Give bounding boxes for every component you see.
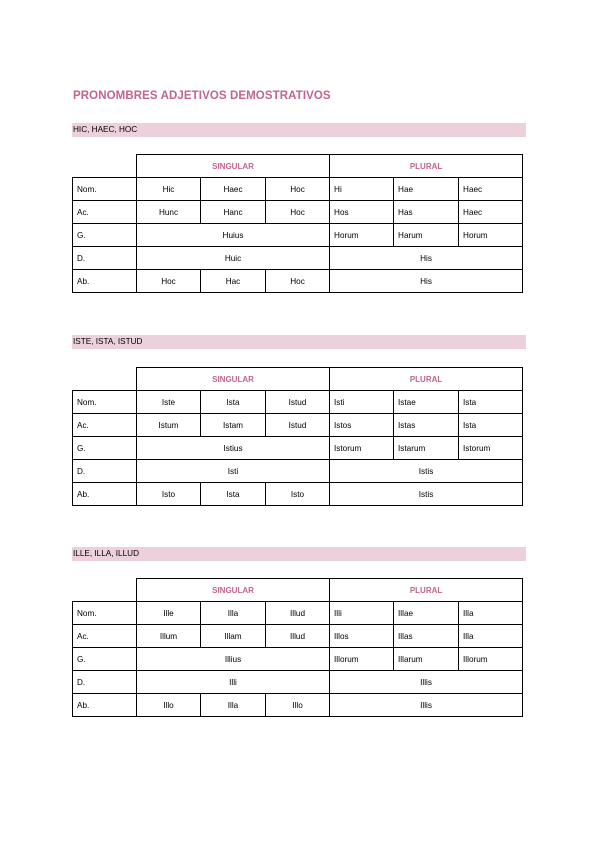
table-row	[73, 201, 523, 224]
plural-form: His	[330, 270, 523, 293]
plural-form: Illorum	[459, 648, 523, 671]
singular-form: Illo	[137, 694, 201, 717]
singular-form: Istud	[266, 391, 330, 414]
case-label: Ab.	[73, 270, 137, 293]
plural-form: Hos	[330, 201, 394, 224]
singular-form: Hoc	[137, 270, 201, 293]
singular-form: Illi	[137, 671, 330, 694]
plural-form: Haec	[459, 201, 523, 224]
plural-form: Illa	[459, 625, 523, 648]
singular-form: Hoc	[266, 178, 330, 201]
plural-form: Illarum	[394, 648, 459, 671]
plural-form: Hae	[394, 178, 459, 201]
singular-form: Hanc	[201, 201, 266, 224]
section-header: HIC, HAEC, HOC	[72, 123, 526, 137]
case-label: Nom.	[73, 391, 137, 414]
plural-form: Horum	[330, 224, 394, 247]
table-row	[73, 625, 523, 648]
table-row	[73, 178, 523, 201]
singular-form: Hoc	[266, 201, 330, 224]
plural-header: PLURAL	[330, 579, 523, 602]
section-header: ISTE, ISTA, ISTUD	[72, 335, 526, 349]
singular-form: Illius	[137, 648, 330, 671]
singular-form: Ista	[201, 483, 266, 506]
plural-form: Istas	[394, 414, 459, 437]
plural-form: Illi	[330, 602, 394, 625]
plural-form: Ista	[459, 414, 523, 437]
singular-form: Hic	[137, 178, 201, 201]
singular-form: Iste	[137, 391, 201, 414]
table-row	[73, 694, 523, 717]
corner-cell	[73, 579, 137, 602]
declension-table	[72, 367, 523, 506]
singular-form: Ille	[137, 602, 201, 625]
plural-form: Haec	[459, 178, 523, 201]
singular-form: Istius	[137, 437, 330, 460]
page-title: PRONOMBRES ADJETIVOS DEMOSTRATIVOS	[73, 90, 331, 102]
plural-form: Hi	[330, 178, 394, 201]
singular-form: Haec	[201, 178, 266, 201]
singular-header: SINGULAR	[137, 579, 330, 602]
case-label: D.	[73, 671, 137, 694]
table-row	[73, 460, 523, 483]
singular-form: Illo	[266, 694, 330, 717]
section-header: ILLE, ILLA, ILLUD	[72, 547, 526, 561]
table-row	[73, 483, 523, 506]
singular-form: Illud	[266, 625, 330, 648]
table-row	[73, 270, 523, 293]
corner-cell	[73, 368, 137, 391]
singular-form: Isti	[137, 460, 330, 483]
plural-form: Istos	[330, 414, 394, 437]
plural-header: PLURAL	[330, 368, 523, 391]
plural-form: Istorum	[330, 437, 394, 460]
case-label: D.	[73, 460, 137, 483]
case-label: Ab.	[73, 694, 137, 717]
case-label: G.	[73, 437, 137, 460]
singular-form: Hac	[201, 270, 266, 293]
plural-form: Istarum	[394, 437, 459, 460]
plural-form: Horum	[459, 224, 523, 247]
plural-form: Istis	[330, 460, 523, 483]
plural-form: Illos	[330, 625, 394, 648]
singular-form: Huic	[137, 247, 330, 270]
table-row	[73, 247, 523, 270]
singular-form: Huius	[137, 224, 330, 247]
table-row	[73, 224, 523, 247]
plural-header: PLURAL	[330, 155, 523, 178]
plural-form: Istae	[394, 391, 459, 414]
case-label: Ab.	[73, 483, 137, 506]
plural-form: Illis	[330, 671, 523, 694]
plural-form: Illae	[394, 602, 459, 625]
plural-form: Ista	[459, 391, 523, 414]
singular-form: Illud	[266, 602, 330, 625]
singular-form: Illa	[201, 694, 266, 717]
case-label: Nom.	[73, 178, 137, 201]
singular-form: Illum	[137, 625, 201, 648]
table-row	[73, 414, 523, 437]
table-row	[73, 602, 523, 625]
declension-table	[72, 154, 523, 293]
case-label: D.	[73, 247, 137, 270]
singular-form: Isto	[137, 483, 201, 506]
singular-form: Istum	[137, 414, 201, 437]
singular-form: Hunc	[137, 201, 201, 224]
singular-header: SINGULAR	[137, 368, 330, 391]
singular-form: Illa	[201, 602, 266, 625]
plural-form: Istorum	[459, 437, 523, 460]
table-row	[73, 671, 523, 694]
table-row	[73, 437, 523, 460]
case-label: Ac.	[73, 201, 137, 224]
plural-form: Illas	[394, 625, 459, 648]
case-label: G.	[73, 648, 137, 671]
table-row	[73, 648, 523, 671]
declension-table	[72, 578, 523, 717]
plural-form: Harum	[394, 224, 459, 247]
plural-form: Isti	[330, 391, 394, 414]
case-label: Ac.	[73, 414, 137, 437]
plural-form: His	[330, 247, 523, 270]
singular-form: Ista	[201, 391, 266, 414]
table-row	[73, 391, 523, 414]
plural-form: Has	[394, 201, 459, 224]
corner-cell	[73, 155, 137, 178]
singular-header: SINGULAR	[137, 155, 330, 178]
singular-form: Istud	[266, 414, 330, 437]
table-header-row	[73, 579, 523, 602]
plural-form: Illis	[330, 694, 523, 717]
table-header-row	[73, 155, 523, 178]
plural-form: Istis	[330, 483, 523, 506]
singular-form: Istam	[201, 414, 266, 437]
case-label: Nom.	[73, 602, 137, 625]
table-header-row	[73, 368, 523, 391]
case-label: Ac.	[73, 625, 137, 648]
singular-form: Hoc	[266, 270, 330, 293]
case-label: G.	[73, 224, 137, 247]
singular-form: Illam	[201, 625, 266, 648]
plural-form: Illa	[459, 602, 523, 625]
singular-form: Isto	[266, 483, 330, 506]
plural-form: Illorum	[330, 648, 394, 671]
